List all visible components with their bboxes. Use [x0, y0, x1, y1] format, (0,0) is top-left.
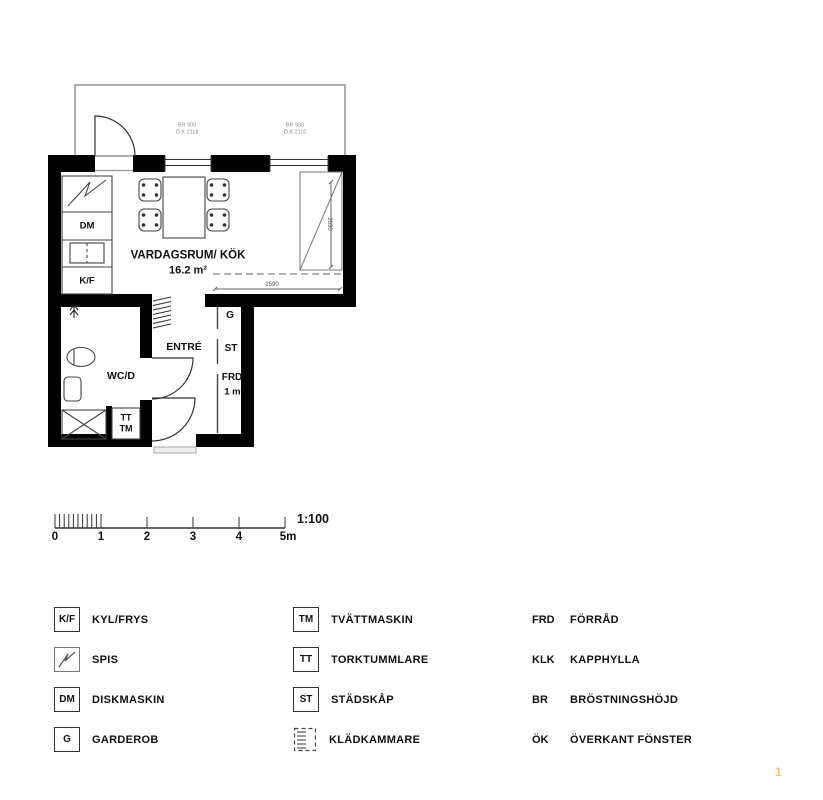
page-number: 1: [775, 765, 782, 779]
fridge-symbol: K/F: [54, 607, 80, 632]
living-room-label: VARDAGSRUM/ KÖK: [130, 249, 246, 262]
scale-tick-0: 0: [51, 531, 59, 543]
stove-symbol: [54, 647, 80, 672]
dryer-symbol: TT: [293, 647, 319, 672]
wc-label: WC/D: [107, 369, 135, 382]
legend-column-3: [532, 607, 692, 752]
window-note-left-1: BR 900: [177, 122, 197, 129]
legend-row-brostningshojd: BR BRÖSTNINGSHÖJD: [532, 693, 679, 706]
washbasin-icon: [64, 377, 81, 401]
scale-tick-4: 4: [235, 531, 243, 543]
dimension-depth: 2630: [326, 217, 332, 231]
legend-column-1: [54, 607, 165, 752]
legend-column-2: [293, 607, 429, 752]
storage-area: 1 m²: [224, 386, 244, 398]
scale-tick-3: 3: [189, 531, 197, 543]
dimension-width: 2590: [265, 282, 279, 288]
walk-in-closet-symbol: [293, 728, 317, 751]
window-note-right-1: BR 900: [285, 122, 305, 129]
dining-set: [139, 177, 229, 238]
entry-label: ENTRÉ: [166, 340, 202, 353]
living-room-area: 16.2 m²: [169, 264, 207, 277]
scale-tick-1: 1: [97, 531, 105, 543]
legend-row-spis: SPIS: [54, 647, 165, 672]
window-note-right-2: Ö.K 2110: [283, 129, 307, 136]
legend-row-diskmaskin: DM DISKMASKIN: [54, 687, 165, 712]
cleaning-closet-symbol: ST: [293, 687, 319, 712]
coat-rack-hatch: [153, 297, 171, 328]
legend-row-forrad: FRD FÖRRÅD: [532, 613, 619, 626]
washer-tag: TM: [119, 423, 133, 434]
legend-row-garderob: G GARDEROB: [54, 727, 165, 752]
scale-bar: [55, 514, 285, 528]
legend-row-kylfrys: K/F KYL/FRYS: [54, 607, 165, 632]
scale-tick-5: 5m: [279, 531, 297, 543]
legend-row-tvattmaskin: TM TVÄTTMASKIN: [293, 607, 429, 632]
wardrobe-symbol: G: [54, 727, 80, 752]
wc-fixtures: [62, 305, 106, 439]
legend-row-stadskap: ST STÄDSKÅP: [293, 687, 429, 712]
scale-ratio: 1:100: [297, 511, 329, 526]
fridge-tag: K/F: [79, 275, 95, 287]
dryer-tag: TT: [120, 412, 132, 423]
dishwasher-symbol: DM: [54, 687, 80, 712]
legend-row-overkant-fonster: ÖK ÖVERKANT FÖNSTER: [532, 733, 693, 746]
cleaning-closet-tag: ST: [224, 343, 238, 354]
window-note-left-2: Ö.K 2118: [175, 129, 199, 136]
legend-row-torktummlare: TT TORKTUMMLARE: [293, 647, 429, 672]
legend-row-kladkammare: KLÄDKAMMARE: [293, 727, 429, 752]
scale-tick-2: 2: [143, 531, 151, 543]
storage-tag: FRD: [221, 372, 243, 383]
legend-row-kapphylla: KLK KAPPHYLLA: [532, 653, 640, 666]
dishwasher-tag: DM: [79, 220, 95, 232]
wardrobe-diagonal: [300, 172, 342, 270]
wardrobe-tag: G: [226, 310, 234, 321]
washer-symbol: TM: [293, 607, 319, 632]
dimension-lines: [213, 180, 342, 291]
